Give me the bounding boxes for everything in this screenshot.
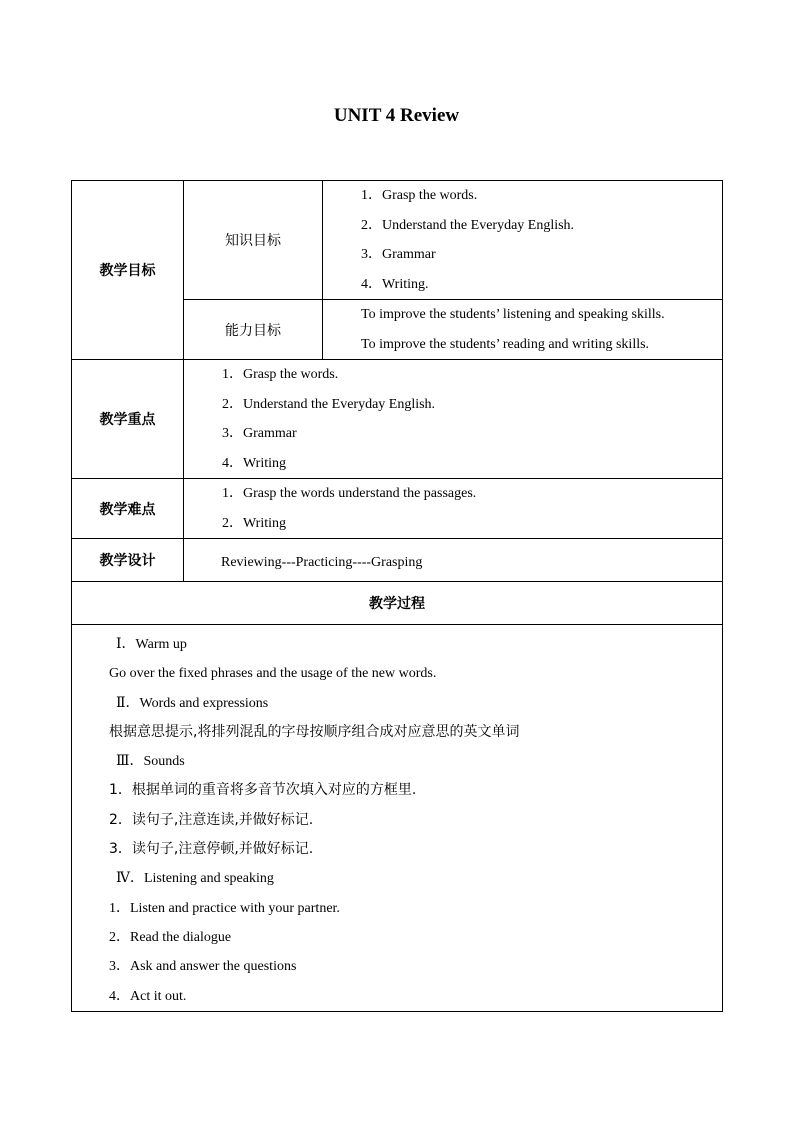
- ability-objectives-label: 能力目标: [184, 300, 323, 360]
- difficulties-label: 教学难点: [72, 479, 184, 539]
- list-item: 4．Writing: [222, 455, 286, 471]
- process-line: 根据意思提示,将排列混乱的字母按顺序组合成对应意思的英文单词: [109, 723, 520, 740]
- process-heading: 教学过程: [72, 582, 723, 625]
- list-item: 2．Writing: [222, 515, 286, 531]
- list-item: 2．Understand the Everyday English.: [361, 217, 575, 233]
- process-line: Go over the fixed phrases and the usage of the new words.: [109, 666, 437, 682]
- list-item: 1．Grasp the words understand the passages.: [222, 486, 477, 501]
- process-line: 4．Act it out.: [109, 988, 187, 1004]
- list-item: 1．Grasp the words.: [222, 367, 339, 382]
- design-text: Reviewing---Practicing----Grasping: [184, 539, 723, 582]
- key-points-list: [184, 360, 723, 479]
- process-line: 3．读句子,注意停顿,并做好标记.: [109, 841, 314, 858]
- section-heading: Ⅰ．Warm up: [116, 637, 187, 652]
- knowledge-objectives-list: [323, 181, 723, 300]
- list-item: 4．Writing.: [361, 276, 429, 292]
- ability-objectives-list: [323, 300, 723, 360]
- difficulties-list: [184, 479, 723, 539]
- process-content: [72, 625, 723, 1012]
- list-item: 1．Grasp the words.: [361, 188, 478, 203]
- section-heading: Ⅳ．Listening and speaking: [116, 871, 274, 887]
- process-line: 3．Ask and answer the questions: [109, 959, 297, 975]
- list-item: 3．Grammar: [361, 247, 436, 262]
- list-item: To improve the students’ reading and writing skills.: [361, 336, 650, 352]
- objectives-label: 教学目标: [72, 181, 184, 360]
- list-item: 3．Grammar: [222, 426, 297, 441]
- lesson-plan-table: [71, 180, 723, 1012]
- process-line: 1．Listen and practice with your partner.: [109, 900, 340, 916]
- process-line: 2．Read the dialogue: [109, 929, 232, 945]
- knowledge-objectives-label: 知识目标: [184, 181, 323, 300]
- process-line: 1．根据单词的重音将多音节次填入对应的方框里.: [109, 782, 417, 799]
- process-line: 2．读句子,注意连读,并做好标记.: [109, 811, 314, 828]
- design-label: 教学设计: [72, 539, 184, 582]
- list-item: 2．Understand the Everyday English.: [222, 396, 436, 412]
- page-title: UNIT 4 Review: [333, 105, 460, 126]
- section-heading: Ⅲ．Sounds: [116, 754, 185, 770]
- key-points-label: 教学重点: [72, 360, 184, 479]
- list-item: To improve the students’ listening and speaking skills.: [361, 307, 665, 322]
- section-heading: Ⅱ．Words and expressions: [116, 695, 269, 711]
